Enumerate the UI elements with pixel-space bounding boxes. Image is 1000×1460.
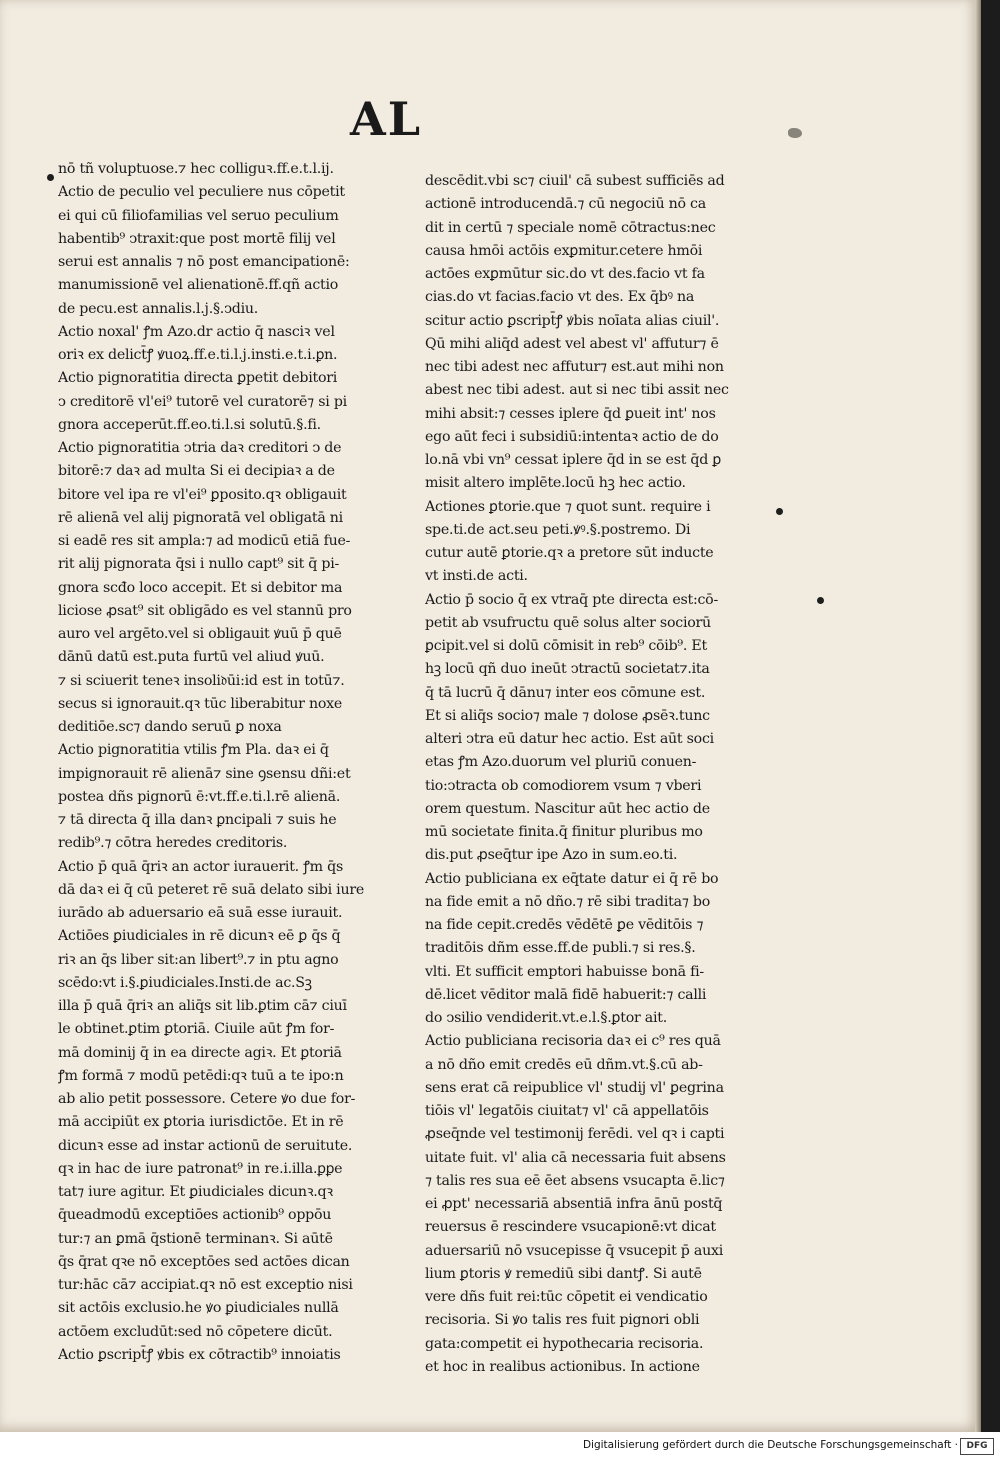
text-line: lium ꝑtoris ꝟ remediū sibi dantꝭ. Si autē <box>425 1265 702 1282</box>
text-line: causa hmōi actōis exꝑmitur.cetere hmōi <box>425 242 703 259</box>
text-line: Actio p̄ socio q̄ ex vtraq̄ pte directa est:cō- <box>425 591 719 608</box>
text-line: vere dñs fuit rei:tūc cōpetit ei vendicatio <box>425 1289 708 1305</box>
text-line: actōes exꝑmūtur sic.do vt des.facio vt fa <box>425 266 705 282</box>
margin-mark <box>817 597 824 604</box>
text-line: vlti. Et sufficit emptori habuisse bonā fi- <box>425 963 704 980</box>
text-line: Actio p̄ quā q̄riꝛ an actor iurauerit. ꝭm q̄s <box>58 858 343 875</box>
text-line: tiōis vl' legatōis ciuitat⁊ vl' cā appellatōis <box>425 1103 709 1119</box>
text-line: riꝛ an q̄s liber sit:an libert⁹.⁊ in ptu agno <box>58 951 339 968</box>
dfg-credit: Digitalisierung gefördert durch die Deutsche Forschungsgemeinschaft · <box>582 1439 958 1451</box>
margin-mark <box>776 508 783 515</box>
text-line: ꝭm formā ⁊ modū petēdi:qꝛ tuū a te ipo:n <box>58 1067 344 1084</box>
text-line: tur:⁊ an ꝑmā q̄stionē terminanꝛ. Si aūtē <box>58 1230 333 1247</box>
text-line: mū societate finita.q̄ finitur pluribus mo <box>425 824 703 840</box>
text-line: nec tibi adest nec affutur⁊ est.aut mihi non <box>425 359 724 375</box>
text-line: de pecu.est annalis.l.j.§.ↄdiu. <box>58 300 259 317</box>
text-line: reuersus ē rescindere vsucapionē:vt dicat <box>425 1219 716 1236</box>
text-line: dē.licet vēditor malā fidē habuerit:⁊ calli <box>425 986 707 1003</box>
text-line: dānū datū est.puta furtū vel aliud ꝟuū. <box>58 649 325 666</box>
text-line: do ↄsilio vendiderit.vt.e.l.§.ꝑtor ait. <box>425 1010 667 1026</box>
text-line: sens erat cā reipublice vl' studij vl' ꝑegrina <box>425 1079 724 1096</box>
margin-mark <box>47 174 54 181</box>
left-column <box>58 158 400 1367</box>
text-line: hꝫ locū qñ duo ineūt ↄtractū societat⁊.ita <box>425 661 710 678</box>
text-line: Actio pignoratitia directa ꝑpetit debitori <box>58 370 338 387</box>
text-line: deditiōe.sc⁊ dando seruū ꝑ noxa <box>58 719 282 735</box>
scan-border <box>981 0 1000 1432</box>
text-line: cutur autē ꝑtorie.qꝛ a pretore sūt inducte <box>425 545 714 561</box>
text-line: traditōis dñm esse.ff.de publi.⁊ si res.§. <box>425 940 696 957</box>
text-line: vt insti.de acti. <box>425 568 528 585</box>
text-line: q̄ueadmodū exceptiōes actionib⁹ oppōu <box>58 1207 332 1224</box>
text-line: ⁊ tā directa q̄ illa danꝛ ꝑncipali ⁊ suis he <box>58 812 337 828</box>
text-line: mihi absit:⁊ cesses iplere q̄d ꝑueit int' nos <box>425 405 716 422</box>
text-line: scēdo:vt i.§.ꝑiudiciales.Insti.de ac.Sꝫ <box>58 974 312 991</box>
text-line: na fide cepit.credēs vēdētē ꝑe vēditōis ⁊ <box>425 917 704 933</box>
ink-stain <box>788 128 802 138</box>
text-line: si eadē res sit ampla:⁊ ad modicū etiā fue- <box>58 533 351 549</box>
text-line: tat⁊ iure agitur. Et ꝑiudiciales dicunꝛ.qꝛ <box>58 1184 333 1200</box>
text-line: auro vel argēto.vel si obligauit ꝟuū p̄ quē <box>58 626 342 642</box>
text-line: Actiōes ꝑiudiciales in rē dicunꝛ eē ꝑ q̄s q̄ <box>58 928 341 945</box>
text-line: serui est annalis ⁊ nō post emancipationē: <box>58 254 350 270</box>
text-line: iurādo ab aduersario eā suā esse iurauit. <box>58 905 343 921</box>
text-line: ei ꝓpt' necessariā absentiā infra ānū postq̄ <box>425 1196 723 1212</box>
text-line: misit altero implēte.locū hꝫ hec actio. <box>425 475 686 492</box>
text-line: tio:ↄtracta ob comodiorem vsum ⁊ vberi <box>425 777 702 794</box>
text-line: liciose ꝓsat⁹ sit obligādo es vel stannū pro <box>58 602 352 619</box>
text-line: qꝛ in hac de iure patronat⁹ in re.i.illa.ꝑꝑe <box>58 1160 343 1177</box>
text-line: scitur actio ꝑscript̄ꝭ ꝟbis noīata alias ciuil'. <box>425 312 720 329</box>
text-line: cias.do vt facias.facio vt des. Ex q̄bꝰ na <box>425 289 695 306</box>
text-line: dis.put ꝓseq̄tur ipe Azo in sum.eo.ti. <box>425 847 678 864</box>
text-line: Et si aliq̄s socio⁊ male ⁊ dolose ꝓsēꝛ.tunc <box>425 707 710 724</box>
text-line: ⁊ si sciuerit teneꝛ insoli𝔡ūi:id est in totū⁊. <box>58 672 345 689</box>
text-line: gata:competit ei hypothecaria recisoria. <box>425 1335 704 1352</box>
text-line: redib⁹.⁊ cōtra heredes creditoris. <box>58 835 288 852</box>
text-line: actōem excludūt:sed nō cōpetere dicūt. <box>58 1323 333 1340</box>
text-line: lo.nā vbi vn⁹ cessat iplere q̄d in se est q̄d ꝑ <box>425 452 722 468</box>
text-line: oriꝛ ex delict̄ꝭ ꝟuoꝝ.ff.e.ti.l.j.insti.e.t.i.ꝑn. <box>58 347 338 363</box>
right-column <box>425 170 770 1379</box>
text-line: le obtinet.ꝑtim ꝑtoriā. Ciuile aūt ꝭm for- <box>58 1021 335 1038</box>
text-line: manumissionē vel alienationē.ff.qñ actio <box>58 277 339 294</box>
text-line: rit alij pignorata q̄si i nullo capt⁹ sit q̄ pi- <box>58 556 340 573</box>
text-line: Actio pignoratitia ↄtria daꝛ creditori ↄ de <box>58 440 342 456</box>
text-line: bitore vel ipa re vl'ei⁹ ꝑposito.qꝛ obligauit <box>58 486 347 503</box>
text-line: recisoria. Si ꝟo talis res fuit pignori obli <box>425 1312 700 1329</box>
text-line: ab alio petit possessore. Cetere ꝟo due for- <box>58 1091 356 1107</box>
text-line: habentib⁹ ↄtraxit:que post mortē filij vel <box>58 230 336 247</box>
text-line: spe.ti.de act.seu peti.ꝟꝰ.§.postremo. Di <box>425 521 691 538</box>
text-line: gnora scđo loco accepit. Et si debitor ma <box>58 579 343 596</box>
text-line: mā accipiūt ex ꝑtoria iurisdictōe. Et in rē <box>58 1114 344 1131</box>
text-line: ꝓseq̄nde vel testimonij ferēdi. vel qꝛ i capti <box>425 1126 725 1143</box>
text-line: alteri ↄtra eū datur hec actio. Est aūt soci <box>425 731 714 747</box>
text-line: Actio ꝑscript̄ꝭ ꝟbis ex cōtractib⁹ innoiatis <box>58 1346 341 1363</box>
text-line: ↄ creditorē vl'ei⁹ tutorē vel curatorē⁊ si pi <box>58 393 347 410</box>
text-line: Actio publiciana ex eq̄tate datur ei q̄ rē bo <box>425 870 719 887</box>
text-line: abest nec tibi adest. aut si nec tibi assit nec <box>425 382 729 399</box>
text-line: Qū mihi aliq̄d adest vel abest vl' affutur⁊ ē <box>425 335 719 352</box>
text-line: q̄s q̄rat qꝛe nō exceptōes sed actōes dican <box>58 1253 350 1270</box>
text-line: tur:hāc cā⁊ accipiat.qꝛ nō est exceptio nisi <box>58 1277 353 1293</box>
text-line: na fide emit a nō dño.⁊ rē sibi tradita⁊ bo <box>425 893 711 910</box>
text-line: dit in certū ⁊ speciale nomē cōtractus:nec <box>425 219 716 236</box>
text-line: q̄ tā lucrū q̄ dānu⁊ inter eos cōmune est. <box>425 684 706 701</box>
text-line: dicunꝛ esse ad instar actionū de seruitute. <box>58 1137 353 1154</box>
text-line: dā daꝛ ei q̄ cū peteret rē suā delato sibi iure <box>58 881 365 898</box>
text-line: etas ꝭm Azo.duorum vel pluriū conuen- <box>425 754 697 771</box>
text-line: nō tñ voluptuose.⁊ hec colliguꝛ.ff.e.t.l.ij. <box>58 161 334 177</box>
text-line: et hoc in realibus actionibus. In actione <box>425 1358 700 1375</box>
page-header: AL <box>350 92 423 146</box>
text-line: orem questum. Nascitur aūt hec actio de <box>425 800 710 817</box>
text-line: Actio publiciana recisoria daꝛ ei c⁹ res quā <box>425 1033 721 1050</box>
text-line: uitate fuit. vl' alia cā necessaria fuit absens <box>425 1149 726 1166</box>
text-line: ꝑcipit.vel si dolū cōmisit in reb⁹ cōib⁹. Et <box>425 638 707 654</box>
text-line: impignorauit rē alienā⁊ sine ꝯsensu dñi:et <box>58 765 351 782</box>
text-line: a nō dño emit credēs eū dñm.vt.§.cū ab- <box>425 1056 703 1073</box>
text-line: ei qui cū filiofamilias vel seruo peculium <box>58 207 339 224</box>
text-line: Actio de peculio vel peculiere nus cōpetit <box>58 184 345 201</box>
text-line: gnora acceperūt.ff.eo.ti.l.si solutū.§.fi. <box>58 416 321 433</box>
text-line: Actio pignoratitia vtilis ꝭm Pla. daꝛ ei q̄ <box>58 742 329 759</box>
text-line: sit actōis exclusio.he ꝟo ꝑiudiciales nullā <box>58 1300 339 1317</box>
text-line: secus si ignorauit.qꝛ tūc liberabitur noxe <box>58 695 343 712</box>
text-line: rē alienā vel alij pignoratā vel obligatā ni <box>58 509 343 526</box>
text-line: postea dñs pignorū ē:vt.ff.e.ti.l.rē alienā. <box>58 788 341 805</box>
text-line: ⁊ talis res sua eē ēet absens vsucapta ē.lic⁊ <box>425 1172 725 1189</box>
text-line: Actio noxal' ꝭm Azo.dr actio q̄ nasciꝛ vel <box>58 323 335 340</box>
text-line: descēdit.vbi sc⁊ ciuil' cā subest sufficiēs ad <box>425 173 725 189</box>
dfg-logo: DFG <box>960 1438 994 1455</box>
text-line: illa p̄ quā q̄riꝛ an aliq̄s sit lib.ꝑtim cā⁊ ciuī <box>58 998 347 1014</box>
text-line: aduersariū nō vsucepisse q̄ vsucepit p̄ auxi <box>425 1242 724 1259</box>
text-line: petit ab vsufructu quē solus alter sociorū <box>425 614 711 631</box>
text-line: mā dominij q̄ in ea directe agiꝛ. Et ꝑtoriā <box>58 1044 342 1061</box>
footer-bar <box>0 1432 1000 1460</box>
text-line: bitorē:⁊ daꝛ ad multa Si ei decipiaꝛ a de <box>58 463 335 480</box>
text-line: ego aūt feci i subsidiū:intentaꝛ actio de do <box>425 428 719 445</box>
text-line: actionē introducendā.⁊ cū negociū nō ca <box>425 196 706 213</box>
text-line: Actiones ꝑtorie.que ⁊ quot sunt. require i <box>425 498 711 515</box>
